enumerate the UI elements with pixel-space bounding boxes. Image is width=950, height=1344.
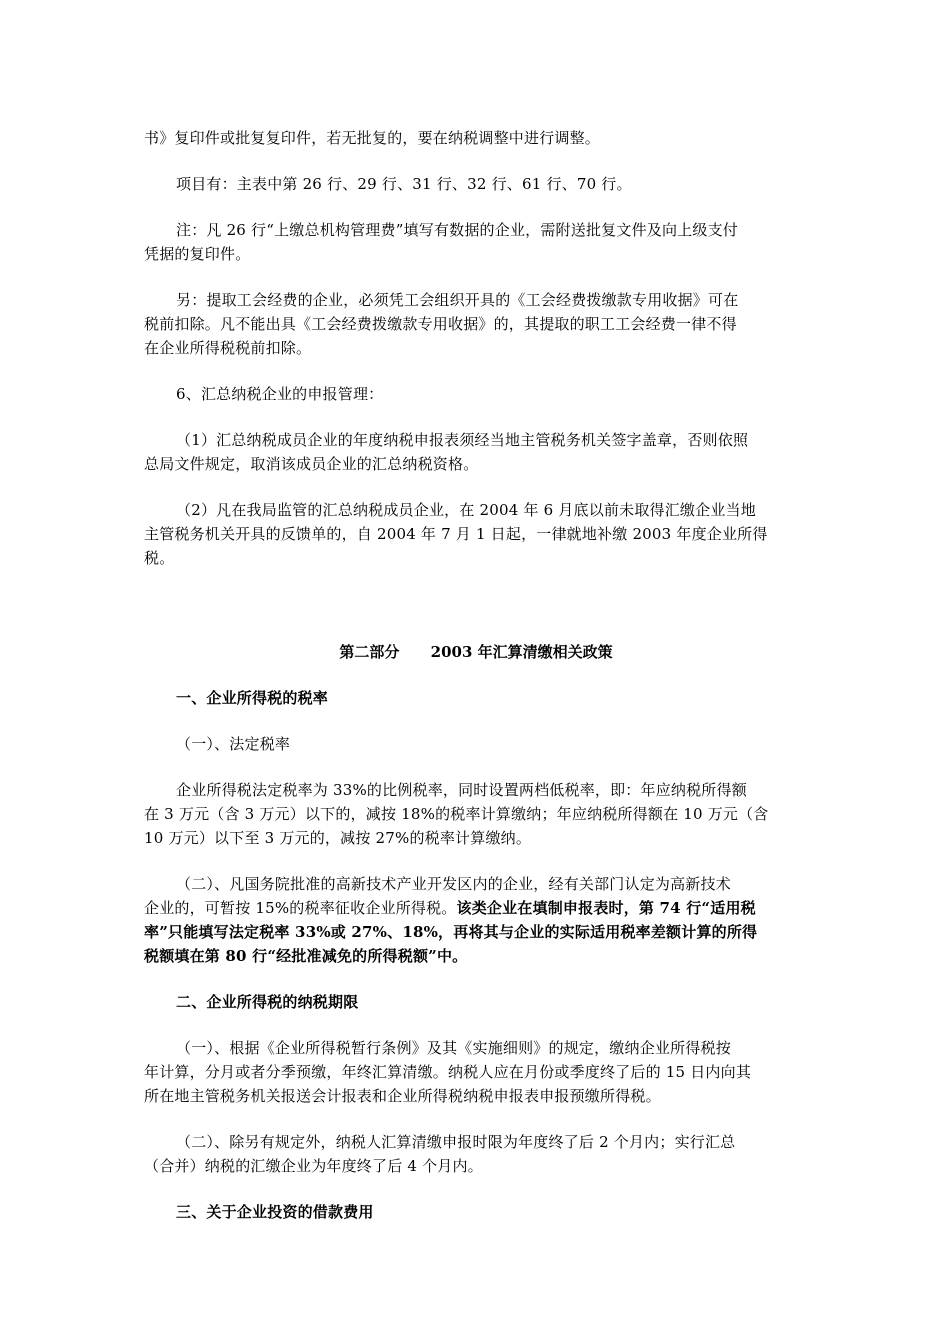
paragraph-line: （2）凡在我局监管的汇总纳税成员企业，在 2004 年 6 月底以前未取得汇缴企业当地	[176, 501, 756, 519]
emphasis-text: 该类企业在填制申报表时，第 74 行“适用税	[456, 899, 756, 917]
section-heading: 一、企业所得税的税率	[176, 689, 329, 707]
paragraph-line: （一）、根据《企业所得税暂行条例》及其《实施细则》的规定，缴纳企业所得税按	[176, 1039, 731, 1057]
paragraph-line: 书》复印件或批复复印件，若无批复的，要在纳税调整中进行调整。	[144, 129, 601, 147]
paragraph-line: （二）、凡国务院批准的高新技术产业开发区内的企业，经有关部门认定为高新技术	[176, 875, 731, 893]
paragraph-line: 年计算，分月或者分季预缴，年终汇算清缴。纳税人应在月份或季度终了后的 15 日内向其	[144, 1063, 752, 1081]
paragraph-line: 凭据的复印件。	[144, 245, 251, 263]
paragraph-text: 企业的，可暂按 15%的税率征收企业所得税。	[144, 899, 457, 917]
paragraph-line: （1）汇总纳税成员企业的年度纳税申报表须经当地主管税务机关签字盖章，否则依照	[176, 431, 749, 449]
paragraph-line: 另：提取工会经费的企业，必须凭工会组织开具的《工会经费拨缴款专用收据》可在	[176, 291, 739, 309]
emphasis-line: 率”只能填写法定税率 33%或 27%、18%，再将其与企业的实际适用税率差额计算的所得	[144, 923, 758, 941]
paragraph-line: 所在地主管税务机关报送会计报表和企业所得税纳税申报表申报预缴所得税。	[144, 1087, 661, 1105]
paragraph-line: 在 3 万元（含 3 万元）以下的，减按 18%的税率计算缴纳；年应纳税所得额在 10 万元（含	[144, 805, 769, 823]
paragraph-line: 企业所得税法定税率为 33%的比例税率，同时设置两档低税率，即：年应纳税所得额	[176, 781, 747, 799]
paragraph-line: 主管税务机关开具的反馈单的，自 2004 年 7 月 1 日起，一律就地补缴 2003 年度企业所得	[144, 525, 768, 543]
subsection-heading: （一）、法定税率	[176, 735, 291, 753]
section-heading: 二、企业所得税的纳税期限	[176, 993, 359, 1011]
paragraph-line: 6、汇总纳税企业的申报管理：	[176, 385, 384, 403]
paragraph-line: 在企业所得税税前扣除。	[144, 339, 312, 357]
emphasis-line: 税额填在第 80 行“经批准减免的所得税额”中。	[144, 947, 468, 965]
paragraph-line: 税。	[144, 549, 175, 567]
paragraph-line: 10 万元）以下至 3 万元的，减按 27%的税率计算缴纳。	[144, 829, 532, 847]
paragraph-line: （二）、除另有规定外，纳税人汇算清缴申报时限为年度终了后 2 个月内；实行汇总	[176, 1133, 736, 1151]
paragraph-line: 注：凡 26 行“上缴总机构管理费”填写有数据的企业，需附送批复文件及向上级支付	[176, 221, 738, 239]
paragraph-line: 总局文件规定，取消该成员企业的汇总纳税资格。	[144, 455, 479, 473]
paragraph-line	[144, 896, 756, 920]
paragraph-line: （合并）纳税的汇缴企业为年度终了后 4 个月内。	[144, 1157, 483, 1175]
section-heading: 三、关于企业投资的借款费用	[176, 1203, 374, 1221]
part-title: 第二部分 2003 年汇算清缴相关政策	[339, 643, 613, 661]
paragraph-line: 项目有：主表中第 26 行、29 行、31 行、32 行、61 行、70 行。	[176, 175, 632, 193]
paragraph-line: 税前扣除。凡不能出具《工会经费拨缴款专用收据》的，其提取的职工工会经费一律不得	[144, 315, 737, 333]
